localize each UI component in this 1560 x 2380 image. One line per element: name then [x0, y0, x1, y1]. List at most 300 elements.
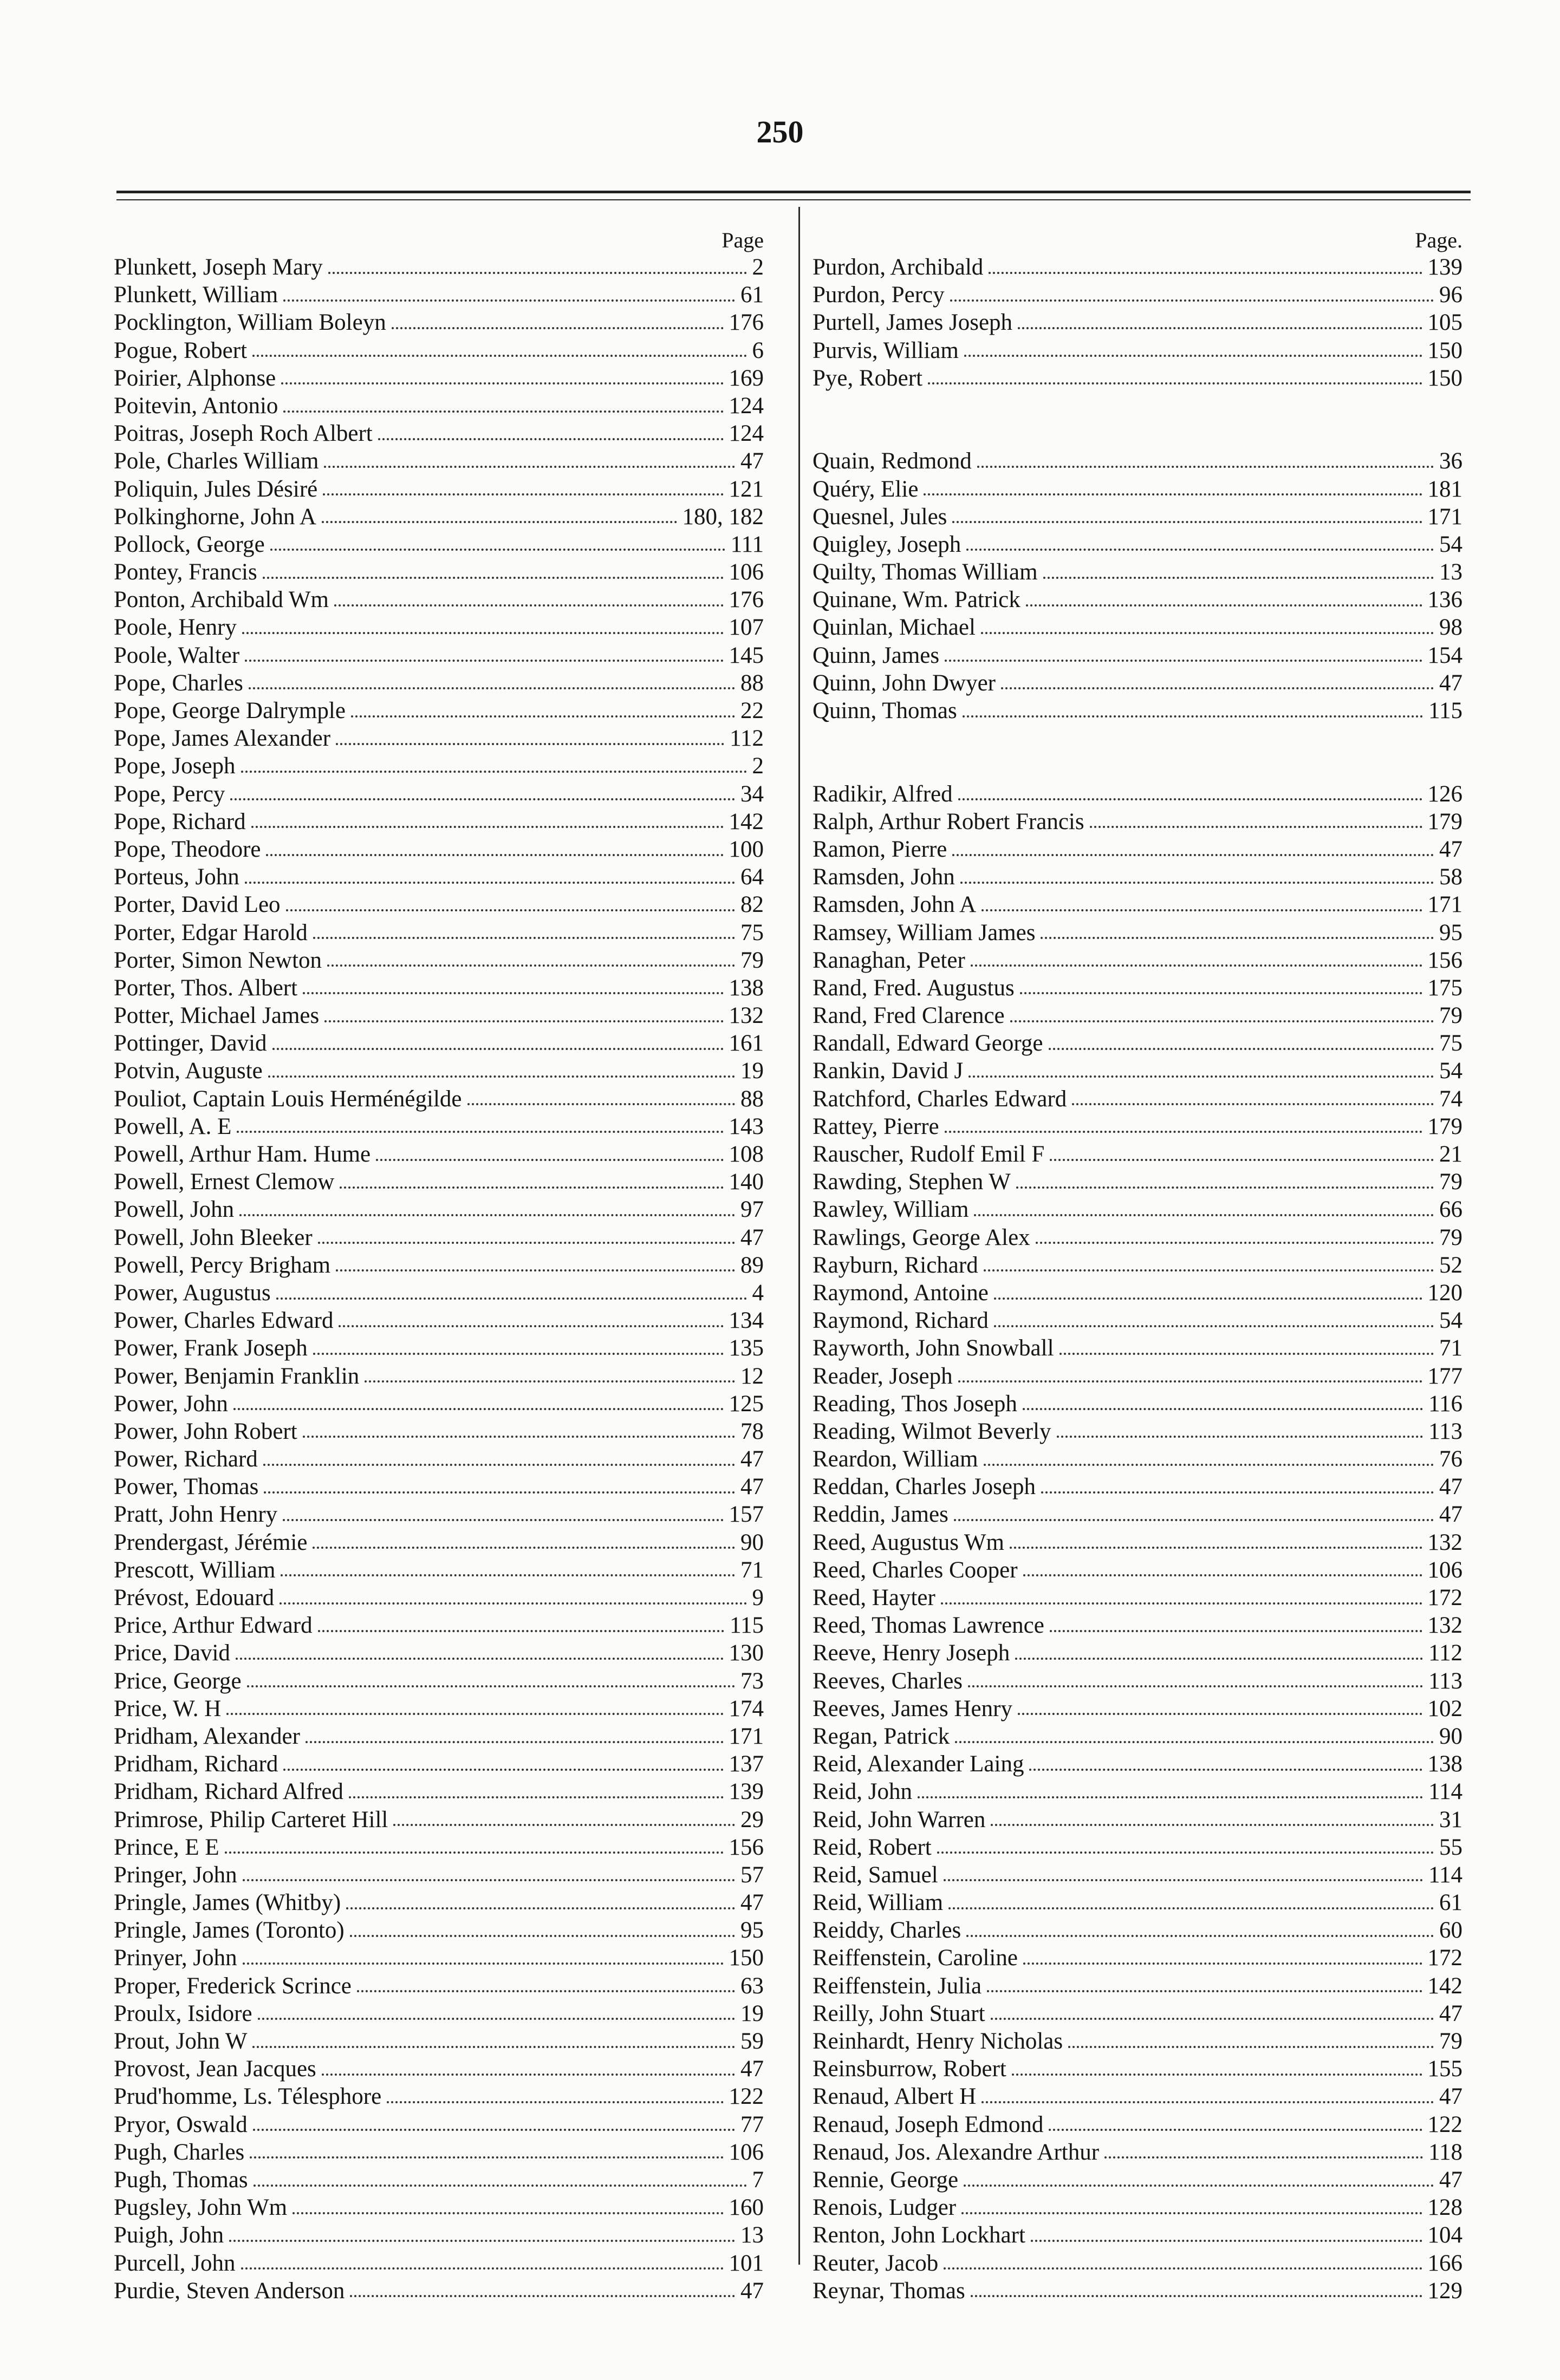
index-entry — [114, 1778, 764, 1805]
dot-leader — [971, 2295, 1422, 2297]
entry-name: Renois, Ludger — [812, 2195, 957, 2221]
column-divider — [798, 207, 800, 2265]
entry-name: Poitevin, Antonio — [114, 393, 278, 419]
index-entry — [812, 337, 1462, 364]
entry-name: Quilty, Thomas William — [812, 559, 1038, 585]
entry-name: Pratt, John Henry — [114, 1502, 278, 1528]
dot-leader — [1104, 2156, 1423, 2159]
entry-page: 114 — [1428, 1862, 1462, 1888]
dot-leader — [334, 604, 724, 607]
entry-page: 34 — [740, 781, 764, 807]
entry-page: 107 — [729, 615, 764, 641]
index-entry — [114, 1085, 764, 1113]
entry-page: 112 — [1428, 1640, 1462, 1666]
index-entry — [812, 558, 1462, 586]
index-entry — [114, 337, 764, 364]
entry-name: Pope, Joseph — [114, 753, 236, 779]
entry-name: Reeves, Charles — [812, 1668, 963, 1694]
dot-leader — [263, 1464, 735, 1466]
entry-page: 47 — [1439, 2000, 1462, 2026]
entry-name: Ramsden, John A — [812, 892, 977, 918]
dot-leader — [313, 1353, 724, 1355]
entry-page: 134 — [729, 1308, 764, 1334]
index-entry — [114, 863, 764, 891]
index-entry — [812, 447, 1462, 475]
entry-page: 98 — [1439, 615, 1462, 641]
entry-name: Pringle, James (Toronto) — [114, 1918, 344, 1944]
index-entry — [114, 1473, 764, 1501]
entry-name: Rauscher, Rudolf Emil F — [812, 1142, 1045, 1167]
right-entry-list — [812, 253, 1462, 2305]
entry-name: Pogue, Robert — [114, 337, 248, 363]
index-entry — [812, 1501, 1462, 1528]
index-entry — [812, 1418, 1462, 1445]
index-entry — [812, 697, 1462, 725]
header-rule-thin — [116, 199, 1471, 200]
index-entry — [114, 752, 764, 780]
entry-page: 181 — [1427, 476, 1462, 502]
index-entry — [114, 1168, 764, 1196]
index-entry — [114, 974, 764, 1002]
dot-leader — [952, 854, 1434, 856]
entry-page: 157 — [729, 1502, 764, 1528]
dot-leader — [249, 687, 735, 689]
dot-leader — [226, 1713, 723, 1715]
entry-page: 75 — [1439, 1031, 1462, 1057]
entry-page: 138 — [1427, 1751, 1462, 1777]
dot-leader — [974, 1214, 1434, 1216]
entry-name: Poole, Walter — [114, 642, 240, 668]
entry-name: Power, Augustus — [114, 1280, 271, 1306]
entry-name: Poliquin, Jules Désiré — [114, 476, 318, 502]
entry-name: Reading, Thos Joseph — [812, 1391, 1017, 1417]
dot-leader — [230, 798, 735, 800]
dot-leader — [272, 1048, 724, 1050]
entry-name: Reeve, Henry Joseph — [812, 1640, 1010, 1666]
dot-leader — [251, 826, 724, 828]
dot-leader — [961, 2212, 1422, 2214]
index-entry — [114, 1944, 764, 1972]
entry-page: 112 — [730, 726, 764, 752]
entry-name: Ramsey, William James — [812, 920, 1036, 946]
index-entry — [812, 1140, 1462, 1168]
index-entry — [114, 1695, 764, 1723]
index-entry — [812, 364, 1462, 392]
entry-page: 54 — [1439, 1058, 1462, 1084]
entry-name: Reynar, Thomas — [812, 2278, 965, 2304]
index-entry — [812, 1334, 1462, 1362]
entry-page: 155 — [1427, 2056, 1462, 2082]
dot-leader — [1020, 992, 1422, 994]
dot-leader — [950, 299, 1434, 302]
index-entry — [812, 1473, 1462, 1501]
entry-name: Proper, Frederick Scrince — [114, 1973, 352, 1999]
entry-name: Ponton, Archibald Wm — [114, 587, 329, 613]
dot-leader — [281, 1574, 735, 1576]
dot-leader — [966, 549, 1434, 551]
entry-page: 166 — [1427, 2250, 1462, 2276]
entry-page: 2 — [752, 255, 764, 280]
dot-leader — [283, 410, 723, 413]
entry-name: Quinlan, Michael — [812, 615, 976, 641]
dot-leader — [1031, 2240, 1422, 2242]
index-entry — [812, 2138, 1462, 2166]
entry-page: 136 — [1427, 587, 1462, 613]
dot-leader — [245, 882, 735, 884]
dot-leader — [1041, 1491, 1434, 1494]
index-entry — [812, 1362, 1462, 1390]
dot-leader — [313, 1547, 735, 1549]
dot-leader — [954, 1519, 1434, 1521]
entry-name: Prud'homme, Ls. Télesphore — [114, 2084, 382, 2110]
dot-leader — [376, 1159, 723, 1161]
entry-page: 47 — [1439, 836, 1462, 862]
index-entry — [812, 1972, 1462, 2000]
entry-name: Rawley, William — [812, 1197, 969, 1223]
entry-page: 150 — [1427, 365, 1462, 391]
dot-leader — [1018, 327, 1422, 329]
entry-page: 47 — [740, 1224, 764, 1250]
entry-page: 113 — [1428, 1418, 1462, 1444]
entry-name: Quéry, Elie — [812, 476, 919, 502]
index-entry — [812, 2055, 1462, 2083]
entry-name: Reid, Robert — [812, 1834, 932, 1860]
entry-name: Powell, Ernest Clemow — [114, 1169, 335, 1195]
entry-name: Pryor, Oswald — [114, 2111, 248, 2137]
entry-name: Pugh, Thomas — [114, 2167, 248, 2193]
entry-page: 79 — [740, 947, 764, 973]
dot-leader — [1049, 1048, 1434, 1050]
entry-name: Ramon, Pierre — [812, 836, 947, 862]
dot-leader — [328, 272, 747, 274]
entry-page: 12 — [740, 1363, 764, 1389]
entry-page: 101 — [729, 2250, 764, 2276]
entry-name: Power, Frank Joseph — [114, 1335, 308, 1361]
entry-name: Purdon, Percy — [812, 282, 945, 308]
entry-page: 122 — [1427, 2111, 1462, 2137]
dot-leader — [952, 521, 1422, 523]
dot-leader — [239, 1214, 735, 1216]
entry-page: 143 — [729, 1113, 764, 1139]
dot-leader — [253, 2129, 735, 2131]
index-entry — [114, 1529, 764, 1556]
index-entry — [812, 2194, 1462, 2221]
entry-page: 156 — [729, 1834, 764, 1860]
entry-name: Reuter, Jacob — [812, 2250, 939, 2276]
entry-page: 160 — [729, 2195, 764, 2221]
entry-name: Pridham, Alexander — [114, 1723, 300, 1749]
entry-name: Rawlings, George Alex — [812, 1224, 1030, 1250]
entry-name: Power, Richard — [114, 1446, 258, 1472]
index-entry — [812, 2249, 1462, 2277]
entry-name: Reid, John Warren — [812, 1807, 986, 1833]
entry-name: Pope, James Alexander — [114, 726, 331, 752]
index-entry — [812, 2221, 1462, 2249]
index-entry — [812, 1723, 1462, 1750]
entry-page: 36 — [1439, 448, 1462, 474]
index-entry — [114, 1861, 764, 1889]
blank-spacer — [812, 420, 1462, 447]
dot-leader — [252, 2046, 735, 2048]
entry-name: Powell, Arthur Ham. Hume — [114, 1142, 371, 1167]
index-entry — [812, 1556, 1462, 1584]
index-entry — [114, 392, 764, 420]
entry-name: Powell, John — [114, 1197, 235, 1223]
entry-name: Ramsden, John — [812, 864, 955, 890]
dot-leader — [964, 355, 1422, 357]
dot-leader — [991, 2018, 1434, 2020]
dot-leader — [945, 660, 1422, 662]
entry-name: Porter, Thos. Albert — [114, 975, 298, 1001]
index-entry — [812, 1002, 1462, 1029]
entry-page: 47 — [740, 448, 764, 474]
entry-page: 179 — [1427, 808, 1462, 834]
entry-page: 105 — [1427, 310, 1462, 336]
dot-leader — [944, 1879, 1423, 1881]
dot-leader — [964, 2185, 1434, 2187]
dot-leader — [467, 1103, 735, 1105]
index-entry — [114, 420, 764, 447]
index-entry — [114, 253, 764, 281]
entry-page: 129 — [1427, 2278, 1462, 2304]
entry-name: Renaud, Joseph Edmond — [812, 2111, 1044, 2137]
index-entry — [114, 1279, 764, 1307]
dot-leader — [281, 382, 723, 384]
entry-page: 121 — [729, 476, 764, 502]
entry-name: Poitras, Joseph Roch Albert — [114, 421, 373, 447]
entry-name: Plunkett, William — [114, 282, 278, 308]
dot-leader — [1015, 1658, 1423, 1660]
index-entry — [114, 891, 764, 918]
entry-page: 79 — [1439, 1003, 1462, 1029]
entry-name: Pringle, James (Whitby) — [114, 1890, 341, 1916]
index-entry — [812, 919, 1462, 947]
entry-page: 176 — [729, 587, 764, 613]
entry-page: 75 — [740, 920, 764, 946]
entry-page: 97 — [740, 1197, 764, 1223]
entry-page: 171 — [1427, 504, 1462, 530]
entry-name: Pope, Richard — [114, 808, 246, 834]
entry-page: 55 — [1439, 1834, 1462, 1860]
dot-leader — [322, 2073, 735, 2076]
entry-name: Purtell, James Joseph — [812, 310, 1013, 336]
index-entry — [114, 1639, 764, 1667]
entry-name: Potvin, Auguste — [114, 1058, 263, 1084]
index-entry — [812, 1113, 1462, 1140]
index-entry — [812, 2277, 1462, 2305]
entry-page: 57 — [740, 1862, 764, 1888]
dot-leader — [243, 1879, 735, 1881]
index-entry — [114, 558, 764, 586]
dot-leader — [1029, 1769, 1422, 1771]
entry-name: Plunkett, Joseph Mary — [114, 255, 323, 280]
index-entry — [114, 2111, 764, 2138]
entry-page: 120 — [1427, 1280, 1462, 1306]
dot-leader — [276, 1297, 747, 1300]
dot-leader — [263, 577, 724, 579]
dot-leader — [1041, 937, 1434, 939]
dot-leader — [264, 1491, 735, 1494]
index-entry — [114, 697, 764, 725]
entry-name: Reiffenstein, Caroline — [812, 1945, 1018, 1971]
index-entry — [812, 1251, 1462, 1279]
dot-leader — [984, 1464, 1434, 1466]
entry-page: 95 — [740, 1918, 764, 1944]
entry-page: 100 — [729, 836, 764, 862]
entry-page: 7 — [752, 2167, 764, 2193]
dot-leader — [236, 1658, 724, 1660]
dot-leader — [268, 1075, 735, 1078]
dot-leader — [339, 1325, 723, 1327]
index-entry — [114, 1916, 764, 1944]
index-entry — [114, 531, 764, 558]
entry-page: 31 — [1439, 1807, 1462, 1833]
index-entry — [114, 1750, 764, 1778]
entry-page: 2 — [752, 753, 764, 779]
entry-page: 171 — [729, 1723, 764, 1749]
dot-leader — [349, 1796, 724, 1798]
entry-page: 106 — [729, 559, 764, 585]
dot-leader — [336, 743, 724, 745]
entry-name: Power, John — [114, 1391, 228, 1417]
entry-page: 113 — [1428, 1668, 1462, 1694]
index-entry — [114, 1251, 764, 1279]
entry-page: 47 — [740, 1890, 764, 1916]
entry-page: 79 — [1439, 1224, 1462, 1250]
right-column-header: Page. — [1415, 228, 1462, 252]
entry-name: Pouliot, Captain Louis Herménégilde — [114, 1086, 462, 1112]
entry-page: 130 — [729, 1640, 764, 1666]
entry-name: Rayworth, John Snowball — [812, 1335, 1054, 1361]
dot-leader — [948, 1907, 1434, 1909]
dot-leader — [1090, 826, 1422, 828]
entry-page: 58 — [1439, 864, 1462, 890]
index-entry — [812, 808, 1462, 836]
dot-leader — [283, 1769, 723, 1771]
index-entry — [812, 1695, 1462, 1723]
index-entry — [812, 1307, 1462, 1334]
entry-page: 172 — [1427, 1945, 1462, 1971]
entry-name: Porter, David Leo — [114, 892, 281, 918]
entry-name: Quinn, James — [812, 642, 940, 668]
dot-leader — [960, 882, 1434, 884]
entry-name: Pope, George Dalrymple — [114, 698, 346, 723]
header-rule-thick — [116, 191, 1471, 193]
entry-page: 22 — [740, 698, 764, 723]
index-entry — [114, 2277, 764, 2305]
blank-spacer — [812, 752, 1462, 780]
index-entry — [812, 1612, 1462, 1639]
entry-name: Reid, William — [812, 1890, 944, 1916]
index-entry — [812, 253, 1462, 281]
entry-page: 132 — [729, 1003, 764, 1029]
entry-page: 104 — [1427, 2222, 1462, 2248]
entry-page: 4 — [752, 1280, 764, 1306]
index-entry — [812, 1889, 1462, 1916]
entry-page: 90 — [1439, 1723, 1462, 1749]
index-entry — [114, 642, 764, 669]
index-entry — [812, 531, 1462, 558]
dot-leader — [966, 1935, 1434, 1937]
entry-page: 64 — [740, 864, 764, 890]
index-entry — [812, 1445, 1462, 1473]
entry-page: 73 — [740, 1668, 764, 1694]
dot-leader — [981, 632, 1434, 634]
entry-name: Porteus, John — [114, 864, 239, 890]
index-entry — [114, 1889, 764, 1916]
index-entry — [812, 2083, 1462, 2110]
entry-name: Power, John Robert — [114, 1418, 297, 1444]
entry-name: Purcell, John — [114, 2250, 236, 2276]
dot-leader — [365, 1380, 735, 1383]
entry-name: Quinn, John Dwyer — [812, 670, 996, 696]
entry-page: 19 — [740, 2000, 764, 2026]
entry-page: 61 — [740, 282, 764, 308]
entry-name: Poirier, Alphonse — [114, 365, 276, 391]
entry-page: 47 — [1439, 1502, 1462, 1528]
entry-name: Purdon, Archibald — [812, 255, 984, 280]
index-entry — [812, 1834, 1462, 1861]
index-entry — [812, 1085, 1462, 1113]
index-entry — [114, 1224, 764, 1251]
dot-leader — [292, 2212, 723, 2214]
entry-name: Rayburn, Richard — [812, 1252, 978, 1278]
entry-name: Reid, John — [812, 1779, 912, 1805]
index-entry — [812, 1667, 1462, 1695]
entry-page: 169 — [729, 365, 764, 391]
entry-page: 19 — [740, 1058, 764, 1084]
dot-leader — [252, 355, 746, 357]
index-entry — [812, 2166, 1462, 2194]
entry-page: 89 — [740, 1252, 764, 1278]
entry-name: Prout, John W — [114, 2029, 248, 2054]
index-entry — [812, 947, 1462, 974]
entry-name: Powell, A. E — [114, 1113, 232, 1139]
dot-leader — [1023, 1574, 1422, 1576]
dot-leader — [324, 466, 735, 468]
entry-page: 118 — [1428, 2139, 1462, 2165]
index-entry — [812, 1279, 1462, 1307]
entry-name: Ratchford, Charles Edward — [812, 1086, 1067, 1112]
index-entry — [812, 1916, 1462, 1944]
dot-leader — [247, 1685, 735, 1687]
dot-leader — [1016, 1186, 1434, 1189]
index-entry — [812, 2027, 1462, 2055]
entry-page: 172 — [1427, 1585, 1462, 1610]
entry-page: 161 — [729, 1031, 764, 1057]
entry-name: Price, David — [114, 1640, 230, 1666]
entry-page: 13 — [1439, 559, 1462, 585]
index-entry — [114, 586, 764, 614]
index-entry — [114, 1057, 764, 1085]
entry-name: Reiffenstein, Julia — [812, 1973, 982, 1999]
entry-name: Prévost, Edouard — [114, 1585, 275, 1610]
entry-name: Reeves, James Henry — [812, 1696, 1012, 1722]
dot-leader — [303, 992, 723, 994]
dot-leader — [303, 1436, 735, 1438]
entry-name: Purvis, William — [812, 337, 959, 363]
entry-page: 124 — [729, 421, 764, 447]
left-column-header: Page — [722, 228, 764, 252]
dot-leader — [1057, 1436, 1424, 1438]
entry-page: 126 — [1427, 781, 1462, 807]
entry-page: 116 — [1428, 1391, 1462, 1417]
entry-name: Rand, Fred. Augustus — [812, 975, 1015, 1001]
index-entry — [812, 503, 1462, 531]
left-column — [114, 227, 764, 2305]
entry-name: Pole, Charles William — [114, 448, 319, 474]
index-entry — [114, 309, 764, 336]
